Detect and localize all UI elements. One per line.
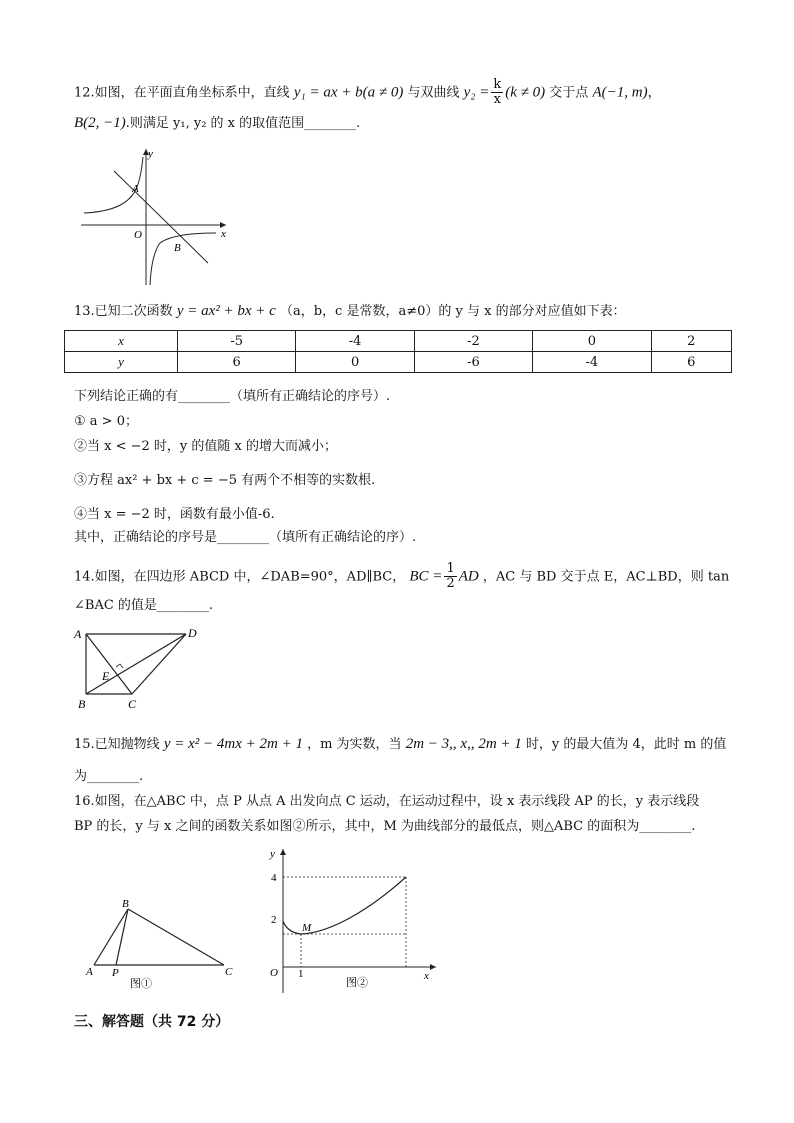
q13-option-4: ④当 x = −2 时，函数有最小值-6. [74, 507, 275, 522]
q16-y-arrow-icon [280, 849, 286, 855]
q16-label-c: C [225, 966, 233, 978]
q13-x-cell: 2 [651, 331, 731, 352]
q16-line1: 16.如图，在△ABC 中，点 P 从点 A 出发向点 C 运动，在运动过程中，设 x 表示线段 AP 的长，y 表示线段 [74, 794, 700, 809]
q12-hyperbola-fraction [491, 78, 503, 108]
q14-frac-den: 2 [446, 576, 455, 592]
q12-point-a: A(−1, m) [592, 84, 648, 101]
q14-side-cd [132, 634, 186, 694]
q16-line2: BP 的长，y 与 x 之间的函数关系如图②所示，其中，M 为曲线部分的最低点，则△ABC 的面积为________. [74, 819, 696, 834]
q16-x-arrow-icon [430, 964, 436, 970]
q12-line-equation: y₁ = ax + b(a ≠ 0) [293, 84, 404, 101]
q13-text-prefix: 13.已知二次函数 [74, 304, 173, 319]
q16-side-bc [128, 909, 224, 965]
table-row [65, 352, 732, 373]
q14-label-d: D [188, 626, 197, 640]
q14-diagonal-ac [86, 634, 132, 694]
q15-line1 [74, 737, 726, 752]
q13-x-cell: -4 [296, 331, 414, 352]
q13-text-suffix: （a，b，c 是常数，a≠0）的 y 与 x 的部分对应值如下表： [279, 304, 626, 319]
q13-row-x-label: x [65, 331, 178, 352]
q16-label-1: 1 [298, 968, 304, 980]
q12-line1: 12.如图，在平面直角坐标系中，直线 y₁ = ax + b(a ≠ 0) 与双曲线 y₂ = $\frac{k}{x}$ (k ≠ 0) 交于点 A(−1, m)， [74, 77, 661, 108]
q13-option-1: ① a > 0； [74, 414, 138, 429]
q14-text-prefix: 14.如图，在四边形 ABCD 中，∠DAB=90°，AD∥BC， [74, 569, 406, 585]
q13-equation: y = ax² + bx + c [176, 303, 276, 319]
q12-hyperbola-cond: (k ≠ 0) [505, 84, 546, 101]
q13-x-cell: 0 [533, 331, 651, 352]
q13-x-cell: -5 [178, 331, 296, 352]
q14-label-b: B [78, 697, 86, 711]
q14-text-suffix: ，AC 与 BD 交于点 E，AC⊥BD，则 tan [482, 569, 730, 585]
q13-line1 [74, 304, 626, 319]
q14-fraction [444, 562, 456, 592]
q13-row-y-label: y [65, 352, 178, 373]
q16-figure1 [84, 893, 244, 993]
q13-y-cell: 6 [178, 352, 296, 373]
q16-side-ab [94, 909, 128, 965]
section-heading: 三、解答题（共 72 分） [74, 1014, 230, 1030]
q16-label-p: P [112, 967, 119, 979]
q12-label-x: x [221, 228, 226, 240]
q12-label-b: B [174, 242, 181, 254]
q16-figure2 [258, 843, 442, 995]
q16-label-x: x [424, 970, 429, 982]
q14-bc-left: BC = [409, 568, 443, 585]
q12-label-y: y [148, 148, 153, 160]
q14-line1 [74, 562, 729, 592]
q13-y-cell: -4 [533, 352, 651, 373]
q13-y-cell: 6 [651, 352, 731, 373]
q13-y-cell: 0 [296, 352, 414, 373]
q15-line2: 为________. [74, 769, 144, 784]
q14-figure [72, 622, 212, 714]
q16-label-y: y [270, 848, 275, 860]
q16-label-m: M [302, 922, 312, 934]
q13-x-cell: -2 [414, 331, 532, 352]
q13-y-cell: -6 [414, 352, 532, 373]
q13-option-2: ②当 x < −2 时，y 的值随 x 的增大而减小； [74, 439, 337, 454]
q15-text-mid: ，m 为实数，当 [307, 737, 402, 752]
q16-label-b: B [122, 898, 129, 910]
q16-caption-2: 图② [346, 977, 368, 989]
q15-text-suffix: 时，y 的最大值为 4，此时 m 的值 [525, 737, 727, 752]
q16-caption-1: 图① [130, 978, 152, 990]
q12-frac-num: k [493, 77, 502, 92]
q12-line [114, 171, 208, 263]
q12-hyperbola-right [150, 233, 216, 285]
q14-line2: ∠BAC 的值是________. [74, 598, 214, 613]
q13-closing: 其中，正确结论的序号是________（填所有正确结论的序）. [74, 530, 417, 545]
q12-text-prefix: 12.如图，在平面直角坐标系中，直线 [74, 85, 290, 101]
q14-label-e: E [102, 669, 110, 683]
q12-point-b: B(2, −1) [74, 115, 126, 131]
q13-value-table [64, 330, 732, 373]
table-row [65, 331, 732, 352]
q12-label-a: A [132, 183, 139, 195]
q12-line2 [74, 116, 360, 131]
q12-text-mid: 与双曲线 [407, 85, 460, 101]
q12-figure [76, 145, 236, 290]
q14-diagonal-bd [86, 634, 186, 694]
q16-label-o: O [270, 967, 278, 979]
q15-text-prefix: 15.已知抛物线 [74, 737, 160, 752]
q15-range: 2m − 3,, x,, 2m + 1 [405, 736, 522, 752]
q16-label-2: 2 [271, 914, 277, 926]
q12-label-o: O [134, 229, 142, 241]
q12-hyperbola-lhs: y₂ = [463, 84, 490, 101]
q12-text-suffix: 交于点 [549, 85, 589, 101]
q12-question: .则满足 y₁, y₂ 的 x 的取值范围________. [125, 116, 361, 131]
q16-segment-bp [116, 909, 128, 965]
q14-label-a: A [74, 627, 82, 641]
q14-bc-right: AD [458, 568, 479, 585]
q15-equation: y = x² − 4mx + 2m + 1 [163, 736, 303, 752]
q14-label-c: C [128, 697, 137, 711]
q13-option-3: ③方程 ax² + bx + c = −5 有两个不相等的实数根. [74, 473, 376, 488]
q14-right-angle-mark [116, 664, 123, 668]
q13-after-table: 下列结论正确的有________（填所有正确结论的序号）. [74, 389, 391, 404]
q16-label-4: 4 [271, 872, 277, 884]
q14-frac-num: 1 [446, 561, 455, 576]
q16-label-a: A [86, 966, 93, 978]
q12-frac-den: x [493, 92, 501, 108]
